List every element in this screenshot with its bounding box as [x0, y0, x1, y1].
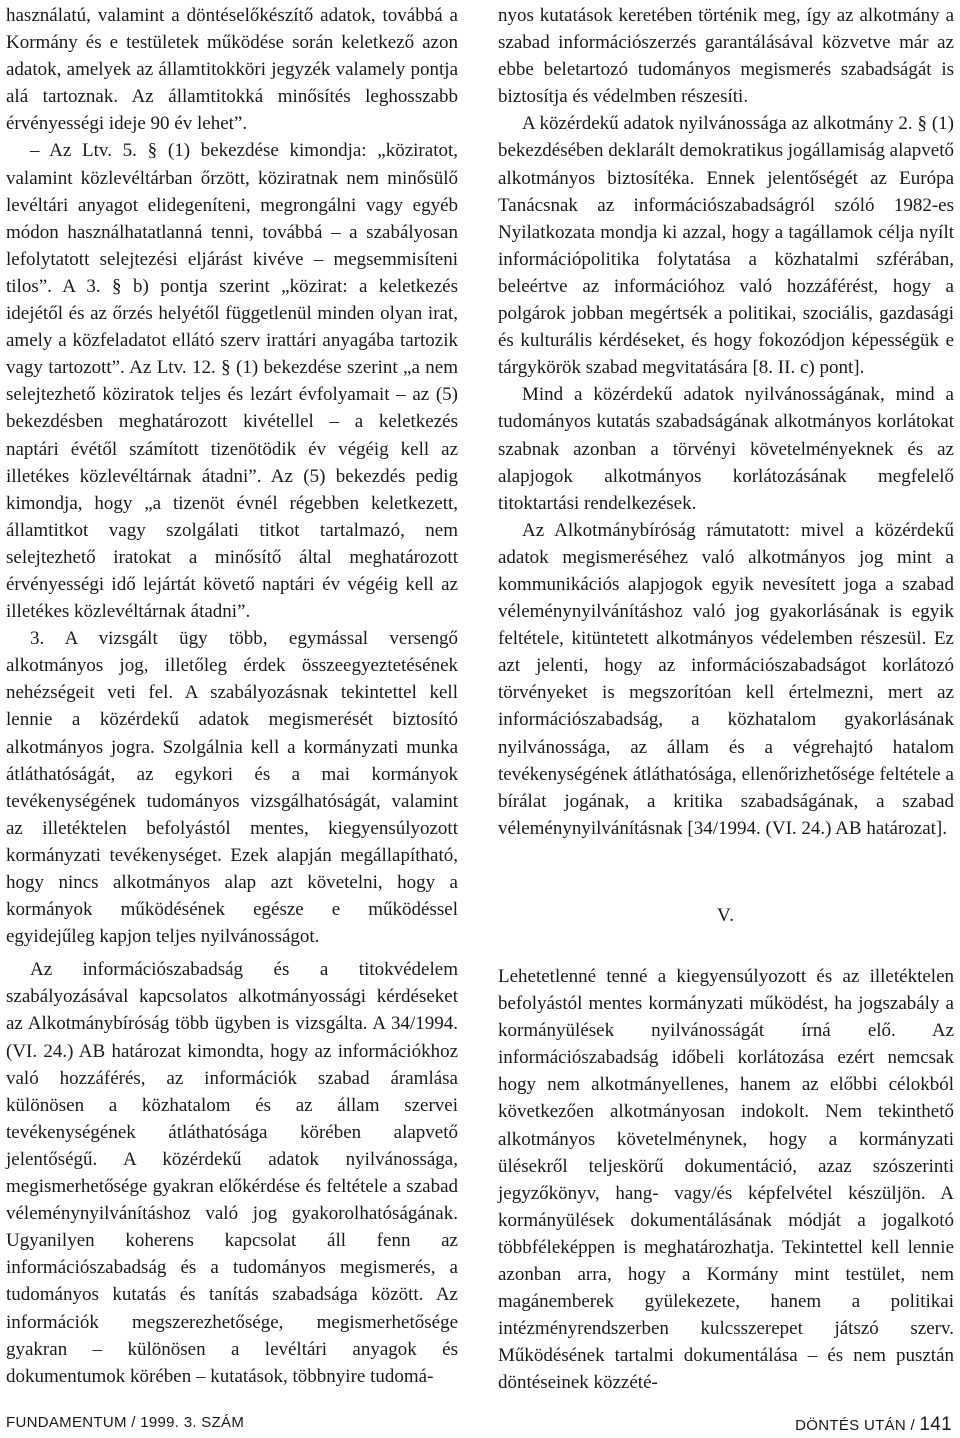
paragraph: nyos kutatások keretében történik meg, így az alkotmány a szabad információszerzés garantálásával közvetve már az ebbe beletartozó tudományos megismerés szabadságát is biztosítja és védelmben részesíti.	[498, 5, 954, 108]
paragraph: használatú, valamint a döntéselőkészítő adatok, továbbá a Kormány és e testületek működése során keletkező azon adatok, amelyek az államtitokköri jegyzék valamely pontja alá tartoznak. Az államtitokká minősítés leghosszabb érvényességi ideje 90 év lehet”.	[6, 5, 458, 135]
footer-journal-info: FUNDAMENTUM / 1999. 3. SZÁM	[6, 1414, 245, 1431]
right-column	[498, 2, 954, 1397]
paragraph: Az információszabadság és a titokvédelem szabályozásával kapcsolatos alkotmányossági kérdéseket az Alkotmánybíróság több ügyben is vizsgálta. A 34/1994. (VI. 24.) AB határozat kimondta, hogy az információkhoz való hozzáférés, az információk szabad áramlása különösen a közhatalom és az állam szervei tevékenységének átláthatósága körében alapvető jelentőségű. A közérdekű adatok nyilvánossága, megismerhetősége gyakran előkérdése és feltétele a szabad véleménynyilvánításhoz való jog gyakorolhatóságának. Ugyanilyen koherens kapcsolat áll fenn az információszabadság és a tudományos megismerés, a tudományos kutatás és tanítás szabadsága között. Az információk megszerezhetősége, megismerhetősége gyakran – különösen a levéltári anyagok és dokumentumok körében – kutatások, többnyire tudomá-	[6, 959, 458, 1387]
paragraph: 3. A vizsgált ügy több, egymással versengő alkotmányos jog, illetőleg érdek összeegyeztetésének nehézségeit veti fel. A szabályozásnak tekintettel kell lennie a közérdekű adatok megismerését biztosító alkotmányos jogra. Szolgálnia kell a kormányzati munka átláthatóságát, az egykori és a mai kormányok tevékenységének tudományos vizsgálhatóságát, valamint az illetéktelen befolyástól mentes, kiegyensúlyozott kormányzati tevékenységet. Ezek alapján megállapítható, hogy nincs alkotmányos alap azt követelni, hogy a kormányok működésének egésze e működéssel egyidejűleg kapjon teljes nyilvánosságot.	[6, 628, 458, 948]
footer-section-label: DÖNTÉS UTÁN /	[795, 1417, 915, 1434]
paragraph: Az Alkotmánybíróság rámutatott: mivel a közérdekű adatok megismeréséhez való alkotmányos jog mint a kommunikációs alapjogok egyik nevesített joga a szabad véleménynyilvánításhoz való jog gyakorlásának is egyik feltétele, kitüntetett alkotmányos védelemben részesül. Ez azt jelenti, hogy az információszabadságot korlátozó törvényeket is megszorítóan kell értelmezni, mert az információszabadság, a közhatalom gyakorlásának nyilvánossága, az állam és a végrehajtó hatalom tevékenységének átláthatósága, ellenőrizhetősége feltétele a bírálat jogának, a kritika szabadságának, a szabad véleménynyilvánításnak [34/1994. (VI. 24.) AB határozat].	[498, 519, 954, 839]
paragraph: Lehetetlenné tenné a kiegyensúlyozott és az illetéktelen befolyástól mentes kormányzati működést, ha jogszabály a kormányülések nyilvánosságát írná elő. Az információszabadság időbeli korlátozása ezért nemcsak hogy nem alkotmányellenes, hanem az előbbi célokból következően alkotmányosan indokolt. Nem tekinthető alkotmányos követelménynek, hogy a kormányzati ülésekről teljeskörű dokumentáció, azaz szószerinti jegyzőkönyv, hang- vagy/és képfelvétel készüljön. A kormányülések dokumentálásának módját a jogalkotó többféleképpen is meghatározhatja. Tekintettel kell lennie azonban arra, hogy a Kormány mint testület, nem magánemberek gyülekezete, hanem a politikai intézményrendszerben kulcsszerepet játszó szerv. Működésének tartalmi dokumentálása – és nem pusztán döntéseinek közzété-	[498, 966, 954, 1394]
paragraph: Mind a közérdekű adatok nyilvánosságának, mind a tudományos kutatás szabadságának alkotmányos korlátokat szabnak azonban a törvényi követelményeknek és az alapjogok alkotmányos korlátozásának megfelelő titoktartási rendelkezések.	[498, 384, 954, 514]
paragraph: A közérdekű adatok nyilvánossága az alkotmány 2. § (1) bekezdésében deklarált demokratikus jogállamiság alapvető alkotmányos biztosítéka. Ennek jelentőségét az Európa Tanácsnak az információszabadságról szóló 1982-es Nyilatkozata mondja ki azzal, hogy a tagállamok célja nyílt információpolitika folytatása a közhatalmi szférában, beleértve az információhoz való hozzáférést, hogy a polgárok jobban megértsék a politikai, szociális, gazdasági és kulturális kérdéseket, és hogy fokozódjon képességük e tárgykörök szabad megvitatására [8. II. c) pont].	[498, 113, 954, 379]
page-number: 141	[919, 1414, 952, 1435]
footer-section-page	[795, 1414, 952, 1436]
paragraph: – Az Ltv. 5. § (1) bekezdése kimondja: „köziratot, valamint közlevéltárban őrzött, köziratnak nem minősülő levéltári anyagot elidegeníteni, megrongálni vagy egyéb módon használhatatlanná tenni, továbbá – a szabályosan lefolytatott selejtezési eljárást kivéve – megsemmisíteni tilos”. A 3. § b) pontja szerint „közirat: a keletkezés idejétől és az őrzés helyétől függetlenül minden olyan irat, amely a közfeladatot ellátó szerv irattári anyagába tartozik vagy tartozott”. Az Ltv. 12. § (1) bekezdése szerint „a nem selejtezhető köziratok teljes és lezárt évfolyamait – az (5) bekezdésben meghatározott kivétellel – a keletkezés naptári évétől számított tizenötödik év végéig kell az illetékes közlevéltárnak átadni”. Az (5) bekezdés pedig kimondja, hogy „a tizenöt évnél régebben keletkezett, államtitkot vagy szolgálati titkot tartalmazó, nem selejtezhető iratokat a minősítő által meghatározott érvényességi idő lejártát követő naptári év végéig kell az illetékes közlevéltárnak átadni”.	[6, 140, 458, 623]
section-heading: V.	[716, 904, 736, 926]
left-column	[6, 2, 458, 1390]
